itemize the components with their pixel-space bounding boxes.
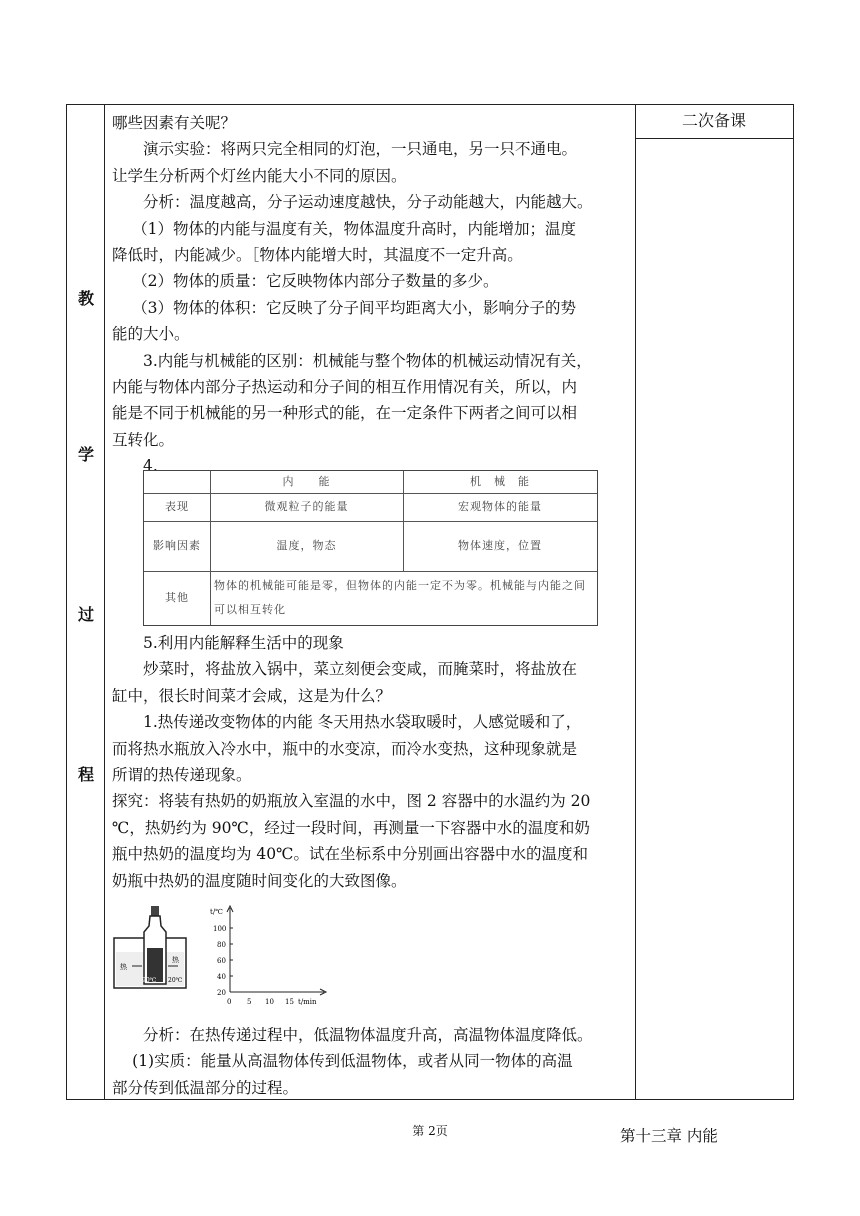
- x-tick-label: 10: [265, 998, 274, 1006]
- beaker-label: 热: [120, 963, 127, 971]
- text-line: 炒菜时，将盐放入锅中，菜立刻便会变咸，而腌菜时，将盐放在: [143, 660, 578, 679]
- table-row-label: 其他: [165, 591, 189, 604]
- experiment-figure: [112, 896, 352, 1012]
- text-line: 能是不同于机械能的另一种形式的能，在一定条件下两者之间可以相: [112, 404, 578, 423]
- y-tick-label: 80: [217, 941, 226, 949]
- text-line: (1)实质：能量从高温物体传到低温物体，或者从同一物体的高温: [132, 1052, 573, 1071]
- column-divider-left: [104, 104, 105, 1100]
- x-axis-label: t/min: [298, 998, 317, 1006]
- text-line: （3）物体的体积：它反映了分子间平均距离大小，影响分子的势: [132, 298, 577, 317]
- side-label-char: 过: [77, 605, 94, 624]
- table-cell: 微观粒子的能量: [264, 500, 349, 513]
- chapter-title: 第十三章 内能: [620, 1127, 718, 1145]
- second-preparation-header: 二次备课: [681, 111, 746, 130]
- text-line: 缸中，很长时间菜才会咸，这是为什么？: [112, 686, 392, 705]
- text-line: 奶瓶中热奶的温度随时间变化的大致图像。: [112, 871, 407, 890]
- text-line: 瓶中热奶的温度均为 40℃。试在坐标系中分别画出容器中水的温度和: [112, 845, 588, 864]
- text-line: 分析：温度越高，分子运动速度越快，分子动能越大，内能越大。: [143, 193, 593, 212]
- text-line: 让学生分析两个灯丝内能大小不同的原因。: [112, 166, 407, 185]
- beaker-and-graph-svg: [112, 896, 352, 1008]
- table-header-internal-energy: 内 能: [282, 475, 331, 488]
- y-tick-label: 20: [217, 989, 226, 997]
- lesson-content-part3: [112, 1022, 632, 1101]
- header-divider: [635, 138, 794, 139]
- table-cell-merged: 物体的机械能可能是零，但物体的内能一定不为零。机械能与内能之间可以相互转化: [214, 579, 586, 616]
- text-line: 内能与物体内部分子热运动和分子间的相互作用情况有关，所以，内: [112, 378, 578, 397]
- y-tick-label: 60: [217, 957, 226, 965]
- x-tick-label: 0: [227, 998, 232, 1006]
- table-header-mechanical-energy: 机 械 能: [470, 475, 530, 488]
- beaker-label: 90℃: [142, 977, 157, 984]
- x-tick-label: 5: [247, 998, 252, 1006]
- text-line: 演示实验：将两只完全相同的灯泡，一只通电，另一只不通电。: [143, 140, 578, 159]
- text-line: 探究：将装有热奶的奶瓶放入室温的水中，图 2 容器中的水温约为 20: [112, 792, 591, 811]
- text-line: 5.利用内能解释生活中的现象: [143, 634, 344, 652]
- lesson-content-part2: [112, 630, 632, 894]
- text-line: 4.: [143, 457, 158, 476]
- table-row-label: 表现: [165, 500, 189, 513]
- text-line: 而将热水瓶放入冷水中，瓶中的水变凉，而冷水变热，这种现象就是: [112, 739, 578, 758]
- text-line: （1）物体的内能与温度有关，物体温度升高时，内能增加；温度: [132, 219, 577, 238]
- graph-axes: [227, 906, 326, 995]
- table-cell: 物体速度，位置: [458, 539, 542, 552]
- table-cell: 宏观物体的能量: [458, 500, 542, 513]
- text-line: 1.热传递改变物体的内能 冬天用热水袋取暖时，人感觉暖和了，: [143, 713, 582, 732]
- text-line: （2）物体的质量：它反映物体内部分子数量的多少。: [132, 272, 499, 291]
- side-label-char: 学: [77, 445, 94, 464]
- energy-comparison-table: [143, 470, 598, 626]
- text-line: 降低时，内能减少。［物体内能增大时，其温度不一定升高。: [112, 246, 523, 265]
- page-number: 第 2页: [412, 1124, 448, 1138]
- beaker-label: 20℃: [168, 977, 183, 984]
- text-line: 能的大小。: [112, 325, 190, 344]
- text-line: 分析：在热传递过程中，低温物体温度升高，高温物体温度降低。: [143, 1026, 593, 1044]
- side-label-char: 程: [77, 765, 94, 784]
- text-line: 哪些因素有关呢？: [112, 114, 237, 132]
- x-tick-label: 15: [285, 998, 294, 1006]
- beaker-illustration: [114, 906, 186, 988]
- text-line: 3.内能与机械能的区别：机械能与整个物体的机械运动情况有关，: [143, 351, 592, 370]
- y-axis-label: t/℃: [210, 908, 224, 916]
- table-row-label: 影响因素: [153, 539, 201, 552]
- text-line: 所谓的热传递现象。: [112, 766, 252, 785]
- beaker-label: 热: [172, 956, 179, 964]
- y-tick-label: 40: [217, 973, 226, 981]
- text-line: ℃，热奶约为 90℃，经过一段时间，再测量一下容器中水的温度和奶: [112, 818, 590, 837]
- table-cell: 温度，物态: [276, 539, 337, 552]
- side-label-char: 教: [77, 289, 94, 308]
- column-divider-right: [635, 104, 636, 1100]
- y-tick-label: 100: [213, 925, 227, 933]
- text-line: 互转化。: [112, 430, 175, 449]
- text-line: 部分传到低温部分的过程。: [112, 1078, 299, 1097]
- lesson-content-part1: [112, 110, 632, 480]
